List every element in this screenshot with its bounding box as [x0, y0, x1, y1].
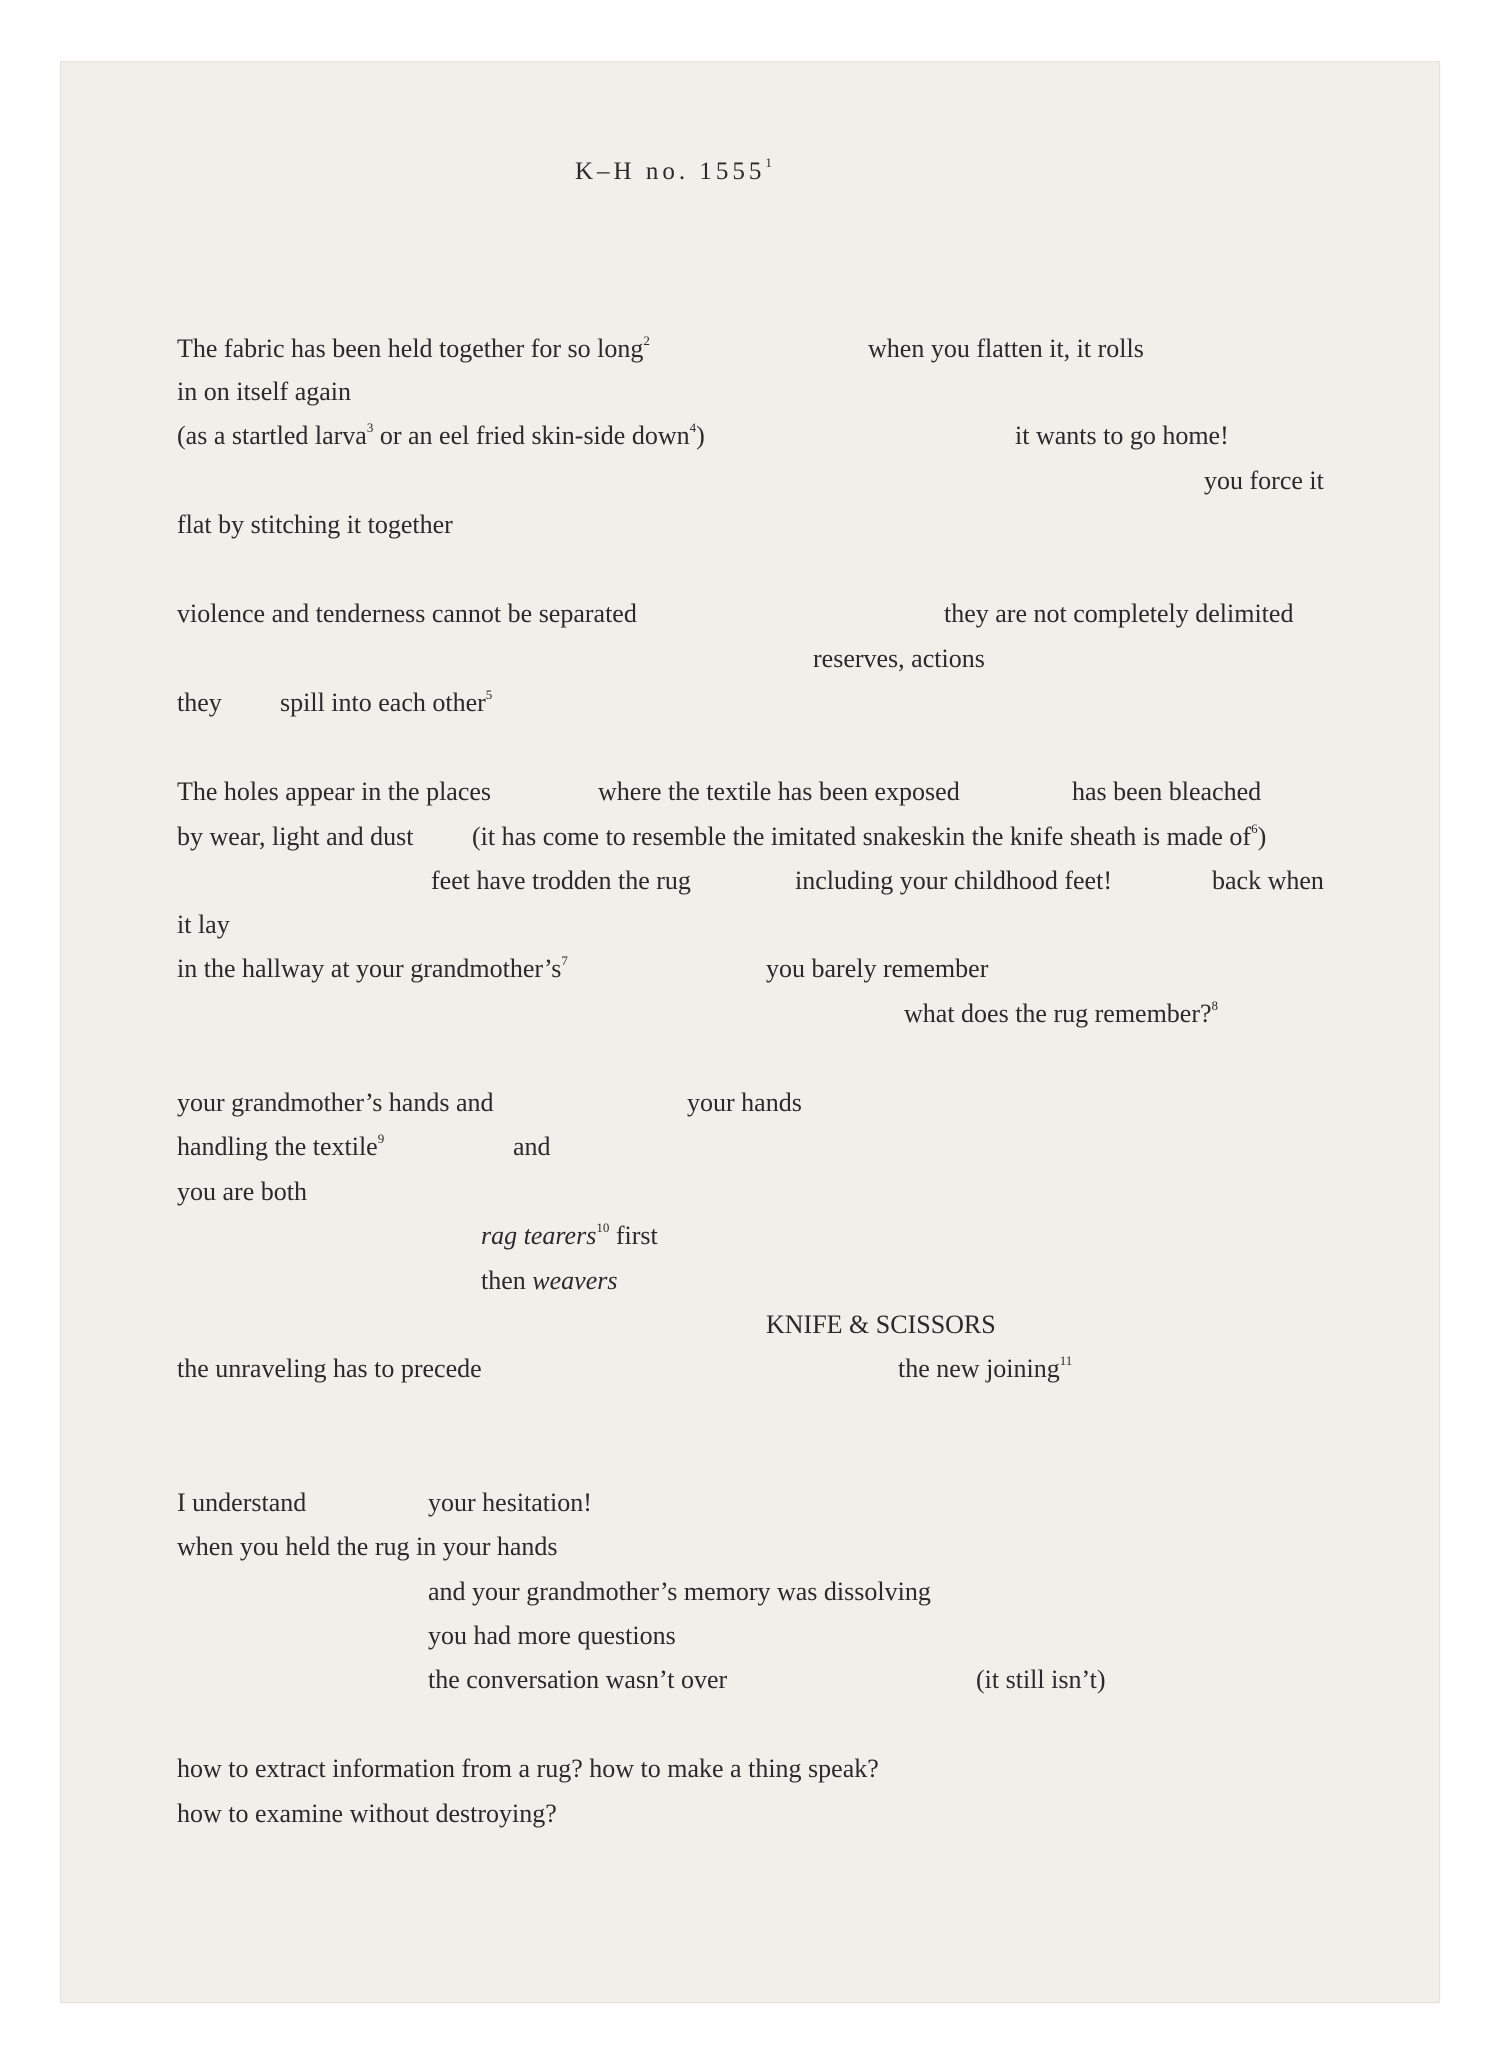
poem-line: I understand	[177, 1488, 307, 1517]
poem-line: back when	[1212, 866, 1324, 895]
poem-line	[481, 1268, 617, 1294]
poem-line: feet have trodden the rug	[431, 866, 691, 895]
footnote-marker: 7	[561, 953, 568, 968]
poem-line: how to extract information from a rug? how to make a thing speak?	[177, 1754, 879, 1783]
poem-line: you force it	[1204, 466, 1324, 495]
footnote-marker: 1	[765, 155, 776, 170]
footnote-marker: 10	[596, 1220, 610, 1235]
poem-line: including your childhood feet!	[795, 866, 1112, 895]
poem-line	[177, 333, 650, 363]
poem-line: how to examine without destroying?	[177, 1799, 557, 1828]
line-text-italic: weavers	[532, 1266, 618, 1295]
poem-line	[904, 998, 1219, 1028]
poem-line: by wear, light and dust	[177, 822, 414, 851]
poem-line: violence and tenderness cannot be separated	[177, 599, 637, 628]
poem-title-text: K–H no. 1555	[575, 158, 766, 185]
poem-line	[177, 953, 568, 983]
footnote-marker: 6	[1251, 821, 1258, 836]
poem-line: when you held the rug in your hands	[177, 1532, 558, 1561]
poem-line: KNIFE & SCISSORS	[766, 1310, 996, 1339]
poem-line: (it still isn’t)	[976, 1665, 1106, 1694]
poem-line: they	[177, 688, 222, 717]
poem-line	[177, 420, 705, 450]
poem-line: when you flatten it, it rolls	[868, 334, 1144, 363]
line-text: spill into each other	[280, 688, 486, 717]
footnote-marker: 5	[485, 687, 493, 702]
poem-line: you are both	[177, 1177, 307, 1206]
poem-line: the unraveling has to precede	[177, 1354, 482, 1383]
poem-line: they are not completely delimited	[944, 599, 1294, 628]
poem-line	[481, 1220, 658, 1250]
poem-line: it lay	[177, 910, 230, 939]
footnote-marker: 2	[643, 333, 650, 348]
poem-line	[280, 687, 493, 717]
poem-line: The holes appear in the places	[177, 777, 492, 806]
line-text: )	[1257, 822, 1267, 851]
line-text: then	[481, 1266, 533, 1295]
poem-line: has been bleached	[1072, 777, 1262, 806]
line-text: the new joining	[898, 1354, 1060, 1383]
poem-title	[575, 155, 776, 186]
poem-line: and	[513, 1132, 551, 1161]
poem-line	[472, 821, 1267, 851]
line-text: handling the textile	[177, 1132, 378, 1161]
line-text: what does the rug remember?	[904, 999, 1212, 1028]
poem-line: your grandmother’s hands and	[177, 1088, 494, 1117]
line-text: (as a startled larva	[177, 421, 367, 450]
poem-line: in on itself again	[177, 377, 352, 406]
poem-line: reserves, actions	[813, 644, 985, 673]
poem-line: you barely remember	[766, 954, 989, 983]
footnote-marker: 3	[366, 420, 374, 435]
poem-line: flat by stitching it together	[177, 510, 453, 539]
poem-line: your hesitation!	[428, 1488, 592, 1517]
footnote-marker: 8	[1211, 998, 1219, 1013]
line-text: (it has come to resemble the imitated snakeskin the knife sheath is made of	[472, 822, 1252, 851]
line-text: )	[696, 421, 705, 450]
poem-line: your hands	[687, 1088, 802, 1117]
footnote-marker: 11	[1059, 1353, 1073, 1368]
line-text: The fabric has been held together for so long	[177, 334, 644, 363]
poem-line	[177, 1131, 385, 1161]
poem-line: where the textile has been exposed	[598, 777, 960, 806]
line-text: or an eel fried skin-side down	[373, 421, 690, 450]
line-text: in the hallway at your grandmother’s	[177, 954, 562, 983]
poem-line: the conversation wasn’t over	[428, 1665, 728, 1694]
line-text: first	[609, 1221, 658, 1250]
footnote-marker: 9	[377, 1131, 385, 1146]
footnote-marker: 4	[689, 420, 697, 435]
poem-line: it wants to go home!	[1015, 421, 1229, 450]
line-text-italic: rag tearers	[481, 1221, 597, 1250]
poem-line: and your grandmother’s memory was dissolving	[428, 1577, 931, 1606]
poem-line	[898, 1353, 1073, 1383]
poem-line: you had more questions	[428, 1621, 676, 1650]
